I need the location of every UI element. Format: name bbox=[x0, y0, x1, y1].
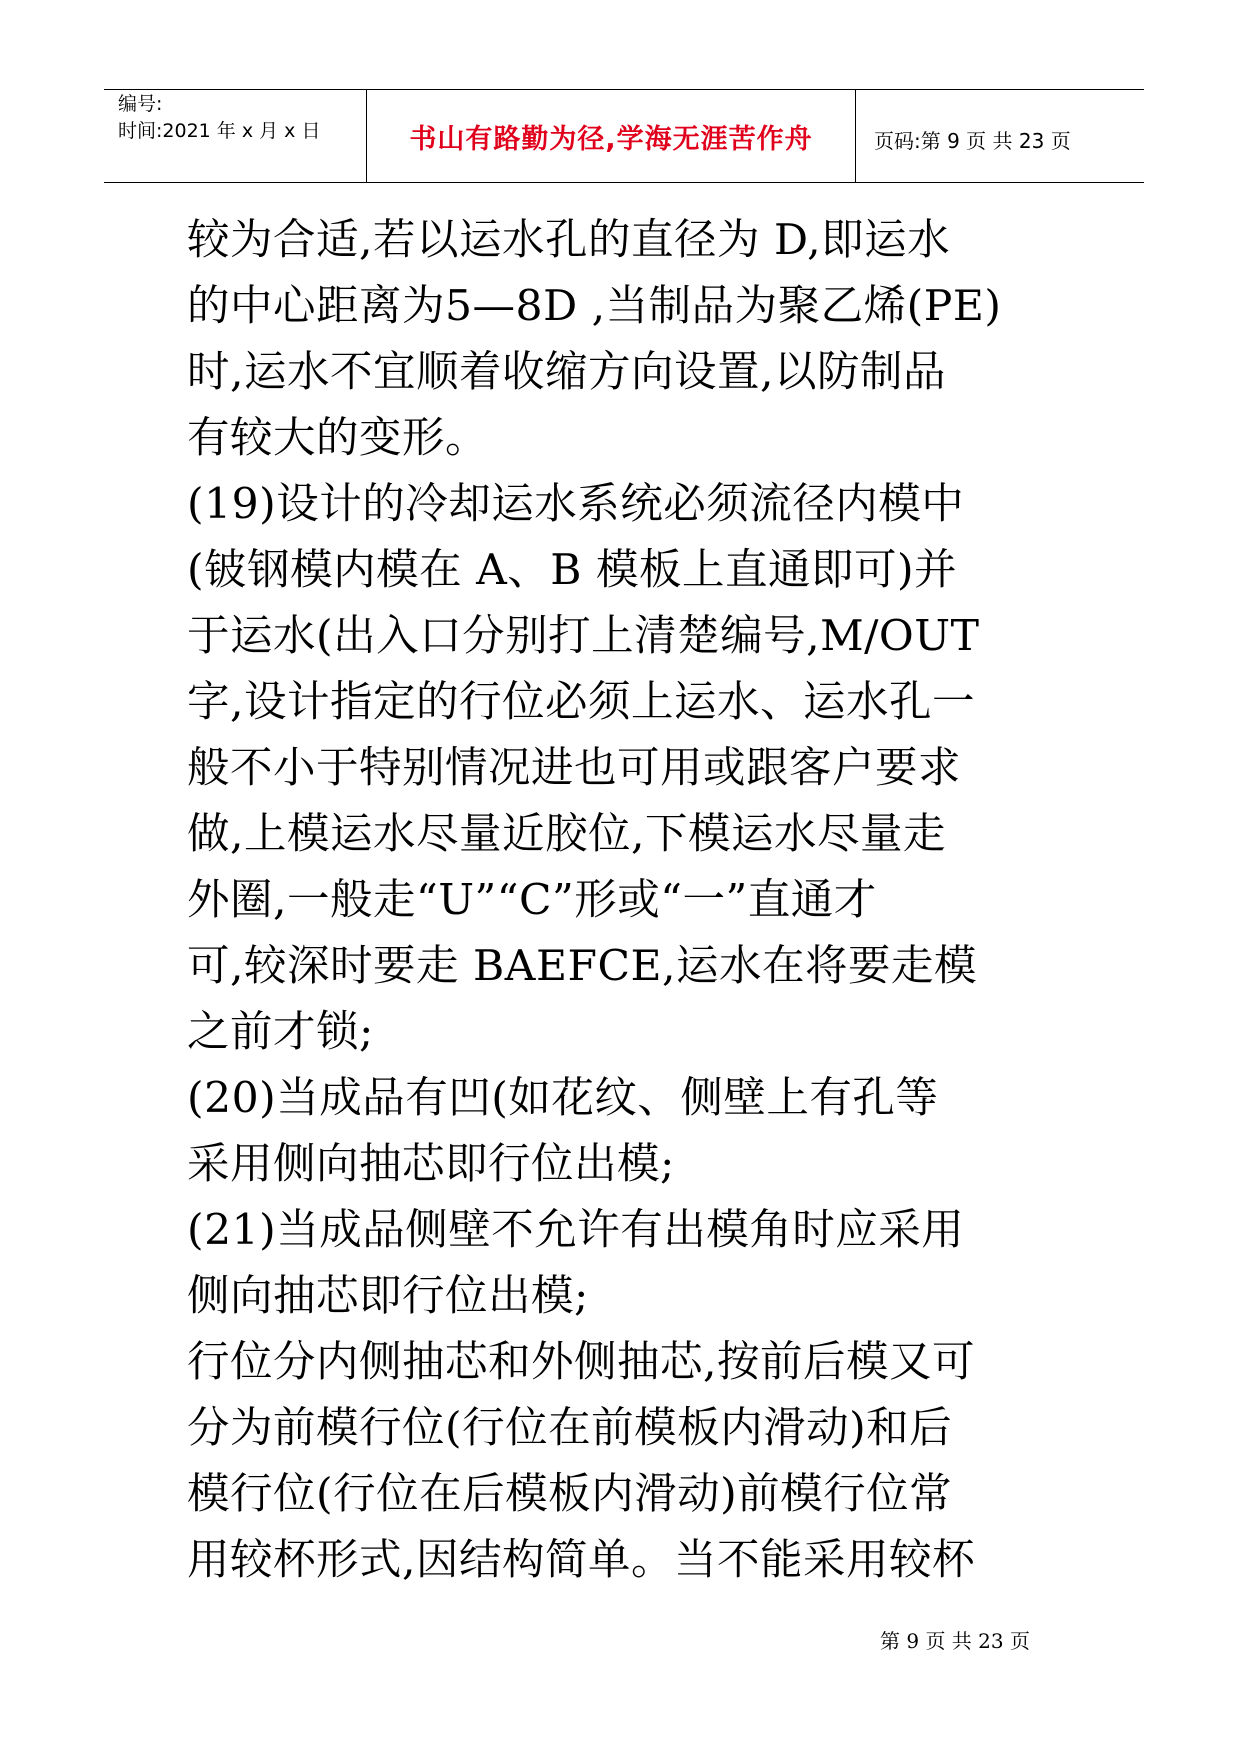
serial-number-label: 编号: bbox=[118, 93, 163, 115]
body-line: 较为合适,若以运水孔的直径为 D,即运水 bbox=[187, 216, 951, 265]
body-line: 于运水(出入口分别打上清楚编号,M/OUT bbox=[187, 612, 980, 661]
body-line: 时,运水不宜顺着收缩方向设置,以防制品 bbox=[187, 348, 947, 397]
header-meta-cell bbox=[104, 90, 366, 182]
body-line: 模行位(行位在后模板内滑动)前模行位常 bbox=[187, 1470, 953, 1519]
header-motto: 书山有路勤为径,学海无涯苦作舟 bbox=[409, 124, 813, 155]
header-motto-cell bbox=[366, 90, 856, 182]
body-line: (铍钢模内模在 A、B 模板上直通即可)并 bbox=[187, 546, 958, 595]
body-line: 外圈,一般走“U”“C”形或“一”直通才 bbox=[187, 876, 877, 925]
body-line: 般不小于特别情况进也可用或跟客户要求 bbox=[187, 744, 962, 793]
body-line: 分为前模行位(行位在前模板内滑动)和后 bbox=[187, 1404, 953, 1453]
header-page-code: 页码:第 9 页 共 23 页 bbox=[874, 129, 1071, 153]
body-line: 的中心距离为5—8D ,当制品为聚乙烯(PE) bbox=[187, 282, 1002, 331]
header-page-cell bbox=[856, 90, 1144, 182]
footer-page-number: 第 9 页 共 23 页 bbox=[880, 1629, 1030, 1653]
body-line: 字,设计指定的行位必须上运水、运水孔一 bbox=[187, 678, 976, 727]
body-line: 采用侧向抽芯即行位出模; bbox=[187, 1140, 675, 1189]
body-line: (19)设计的冷却运水系统必须流径内模中 bbox=[187, 480, 965, 529]
body-line: 用较杯形式,因结构简单。当不能采用较杯 bbox=[187, 1536, 976, 1585]
body-line: (20)当成品有凹(如花纹、侧壁上有孔等 bbox=[187, 1074, 939, 1123]
page-header bbox=[104, 89, 1144, 183]
body-line: 可,较深时要走 BAEFCE,运水在将要走模 bbox=[187, 942, 978, 991]
body-line: 侧向抽芯即行位出模; bbox=[187, 1272, 589, 1321]
body-line: (21)当成品侧壁不允许有出模角时应采用 bbox=[187, 1206, 965, 1255]
body-line: 有较大的变形。 bbox=[187, 414, 489, 463]
document-body bbox=[187, 208, 1067, 1594]
date-label: 时间:2021 年 x 月 x 日 bbox=[118, 120, 321, 142]
body-line: 做,上模运水尽量近胶位,下模运水尽量走 bbox=[187, 810, 947, 859]
body-line: 之前才锁; bbox=[187, 1008, 374, 1057]
body-line: 行位分内侧抽芯和外侧抽芯,按前后模又可 bbox=[187, 1338, 976, 1387]
